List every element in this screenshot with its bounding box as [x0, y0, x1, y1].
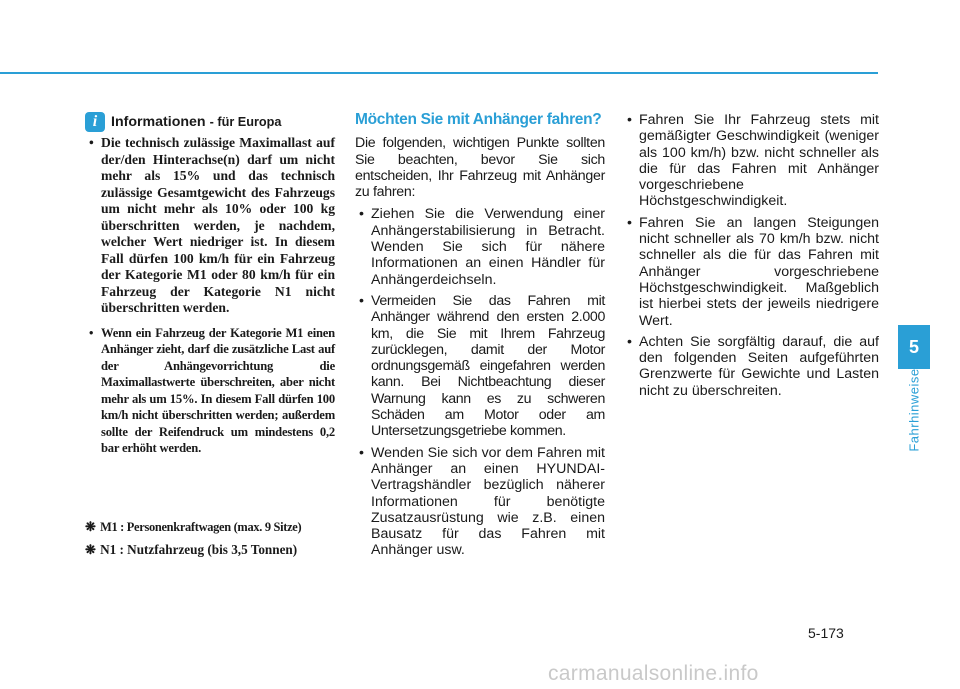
list-item: • Vermeiden Sie das Fahren mit Anhänger während den ersten 2.000 km, die Sie mit Ihrem Fahrzeug zurücklegen, damit der Motor ordnungsgemäß eingefahren werden kann. Bei Nichtbeachtung dieser Warnung kann es zu schweren Schäden am Motor oder am Untersetzungsgetriebe kommen.	[355, 293, 605, 440]
chapter-label: Fahrhinweise	[906, 368, 922, 452]
note-mark-icon: ❋	[85, 542, 97, 557]
list-item: • Fahren Sie an langen Steigungen nicht schneller als 70 km/h bzw. nicht schneller als die für das Fahren mit Anhänger vorgeschriebene Höchstgeschwindigkeit. Maßgeblich ist hierbei stets der jeweils niedrigere Wert.	[623, 215, 879, 329]
info-box-header	[85, 112, 335, 132]
info-bullet-1: • Die technisch zulässige Maximallast auf der/den Hinterachse(n) darf um nicht mehr als 15% und das technisch zulässige Gesamtgewicht des Fahrzeugs um nicht mehr als 10% oder 100 kg überschritten werden, je nachdem, welcher Wert niedriger ist. In diesem Fall dürfen 100 km/h für ein Fahrzeug der Kategorie M1 oder 80 km/h für ein Fahrzeug der Kategorie N1 nicht überschritten werden.	[85, 135, 335, 317]
section-column-2	[355, 112, 605, 564]
note-n1	[85, 542, 345, 558]
section-title: Möchten Sie mit Anhänger fahren?	[355, 111, 602, 128]
note-mark-icon: ❋	[85, 519, 97, 534]
note-m1-text: M1 : Personenkraftwagen (max. 9 Sitze)	[100, 520, 302, 534]
list-item: • Ziehen Sie die Verwendung einer Anhängerstabilisierung in Betracht. Wenden Sie sich für nähere Informationen an einen Händler für Anhängerdeichseln.	[355, 206, 605, 287]
info-box-subtitle: - für Europa	[209, 114, 282, 129]
section-column-3	[623, 112, 879, 404]
info-box	[85, 112, 335, 465]
top-rule	[0, 72, 878, 74]
info-icon: i	[85, 112, 105, 132]
section-intro: Die folgenden, wichtigen Punkte sollten Sie beachten, bevor Sie sich entscheiden, Ihr Fahrzeug mit Anhänger zu fahren:	[355, 135, 605, 201]
chapter-tab[interactable]: 5	[898, 325, 930, 369]
info-box-list	[85, 135, 335, 457]
info-box-title: Informationen	[111, 113, 206, 130]
page-number: 5-173	[808, 625, 844, 641]
note-n1-text: N1 : Nutzfahrzeug (bis 3,5 Tonnen)	[100, 542, 298, 557]
info-bullet-2: • Wenn ein Fahrzeug der Kategorie M1 einen Anhänger zieht, darf die zusätzliche Last auf der Anhängevorrichtung die Maximallastwerte überschreiten, aber nicht mehr als um 15%. In diesem Fall dürfen 100 km/h nicht überschritten werden; außerdem sollte der Reifendruck um mindestens 0,2 bar erhöht werden.	[85, 325, 335, 457]
watermark: carmanualsonline.info	[548, 662, 759, 685]
list-item: • Fahren Sie Ihr Fahrzeug stets mit gemäßigter Geschwindigkeit (weniger als 100 km/h) bzw. nicht schneller als die für das Fahren mit Anhänger vorgeschriebene Höchstgeschwindigkeit.	[623, 112, 879, 210]
section-list-1	[355, 206, 605, 558]
list-item: • Wenden Sie sich vor dem Fahren mit Anhänger an einen HYUNDAI-Vertragshändler bezüglich näherer Informationen für benötigte Zusatzausrüstung wie z.B. einen Bausatz für das Fahren mit Anhänger usw.	[355, 445, 605, 559]
note-m1	[85, 519, 345, 535]
list-item: • Achten Sie sorgfältig darauf, die auf den folgenden Seiten aufgeführten Grenzwerte für Gewichte und Lasten nicht zu überschreiten.	[623, 334, 879, 399]
section-list-2	[623, 112, 879, 399]
